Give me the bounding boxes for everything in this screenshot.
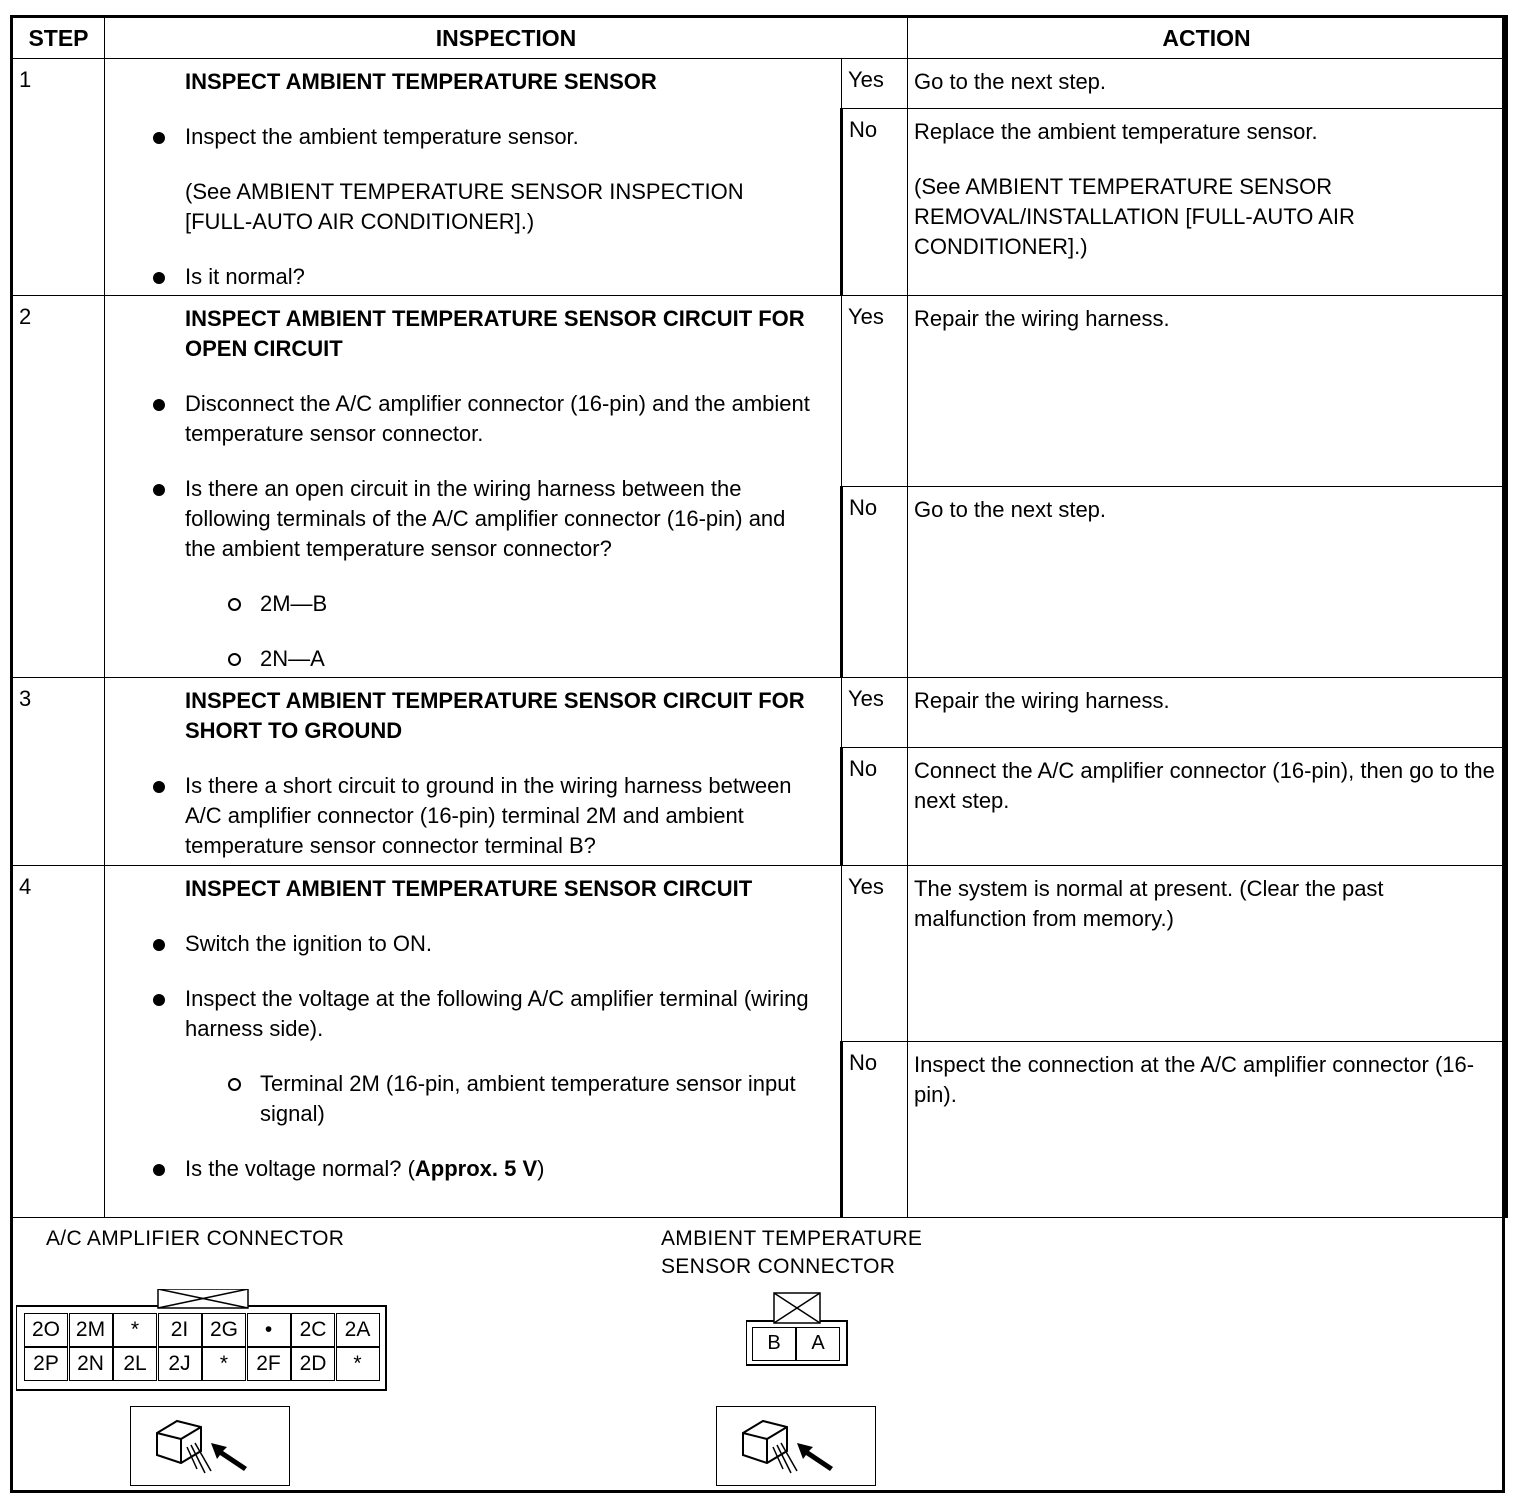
amp-pin: 2D	[291, 1347, 335, 1381]
step-1-yes-row	[12, 59, 1507, 109]
bullet-item: Is there an open circuit in the wiring harness between the following terminals of the A/C amplifier connector (16-pin) and the ambient temperature sensor connector?	[145, 474, 810, 564]
no-label: No	[842, 487, 908, 678]
bullet-item: Inspect the ambient temperature sensor. (See AMBIENT TEMPERATURE SENSOR INSPECTION [FULL-AUTO AIR CONDITIONER].)	[145, 122, 810, 237]
no-action: Connect the A/C amplifier connector (16-pin), then go to the next step.	[908, 748, 1507, 866]
amp-pin: 2P	[24, 1347, 68, 1381]
no-label: No	[842, 748, 908, 866]
step-inspection	[105, 678, 842, 866]
step-3-yes-row	[12, 678, 1507, 748]
yes-label: Yes	[842, 678, 908, 748]
amp-pin: 2L	[113, 1347, 157, 1381]
sensor-connector-diagram	[746, 1291, 856, 1369]
circle-bullet-icon	[228, 598, 241, 611]
step-title: INSPECT AMBIENT TEMPERATURE SENSOR CIRCUIT FOR OPEN CIRCUIT	[185, 306, 805, 361]
step-number: 4	[12, 866, 105, 1218]
step-inspection	[105, 296, 842, 678]
sub-item: 2N—A	[220, 644, 810, 674]
harness-side-view-icon	[716, 1406, 876, 1486]
circle-bullet-icon	[228, 653, 241, 666]
circle-bullet-icon	[228, 1078, 241, 1091]
yes-label: Yes	[842, 59, 908, 109]
step-4-yes-row	[12, 866, 1507, 1042]
step-number: 1	[12, 59, 105, 296]
no-action: Go to the next step.	[908, 487, 1507, 678]
yes-action: Repair the wiring harness.	[908, 678, 1507, 748]
sub-item: 2M—B	[220, 589, 810, 619]
inspection-header: INSPECTION	[105, 17, 908, 59]
see-reference: (See AMBIENT TEMPERATURE SENSOR REMOVAL/INSTALLATION [FULL-AUTO AIR CONDITIONER].)	[914, 174, 1355, 259]
step-2-yes-row	[12, 296, 1507, 487]
amp-pin: 2J	[158, 1347, 202, 1381]
no-label: No	[842, 1042, 908, 1218]
connector-panel	[10, 1217, 1505, 1493]
step-title: INSPECT AMBIENT TEMPERATURE SENSOR	[185, 69, 657, 94]
no-action: Inspect the connection at the A/C amplifier connector (16-pin).	[908, 1042, 1507, 1218]
amp-pin: 2C	[291, 1313, 335, 1347]
action-header: ACTION	[908, 17, 1507, 59]
no-action: Replace the ambient temperature sensor. (See AMBIENT TEMPERATURE SENSOR REMOVAL/INSTALLATION [FULL-AUTO AIR CONDITIONER].)	[908, 109, 1507, 296]
sensor-connector-title: AMBIENT TEMPERATURE SENSOR CONNECTOR	[661, 1227, 923, 1278]
no-label: No	[842, 109, 908, 296]
bullet-item: Is the voltage normal? (Approx. 5 V)	[145, 1154, 810, 1184]
amp-pin: *	[336, 1347, 380, 1381]
see-reference: (See AMBIENT TEMPERATURE SENSOR INSPECTION [FULL-AUTO AIR CONDITIONER].)	[185, 179, 744, 234]
sensor-pin-a: A	[796, 1327, 840, 1361]
bullet-item: Is it normal?	[145, 262, 810, 292]
step-inspection	[105, 866, 842, 1218]
amp-connector-diagram	[16, 1289, 396, 1399]
amp-pin: •	[247, 1313, 291, 1347]
yes-action: Repair the wiring harness.	[908, 296, 1507, 487]
amp-pin: *	[113, 1313, 157, 1347]
sensor-pin-b: B	[752, 1327, 796, 1361]
step-title: INSPECT AMBIENT TEMPERATURE SENSOR CIRCUIT	[185, 876, 753, 901]
amp-pin: *	[202, 1347, 246, 1381]
yes-action: The system is normal at present. (Clear the past malfunction from memory.)	[908, 866, 1507, 1042]
sub-item: Terminal 2M (16-pin, ambient temperature sensor input signal)	[220, 1069, 810, 1129]
step-number: 3	[12, 678, 105, 866]
header-row	[12, 17, 1507, 59]
amp-pin: 2M	[69, 1313, 113, 1347]
amp-pin: 2A	[336, 1313, 380, 1347]
amp-pin: 2F	[247, 1347, 291, 1381]
yes-action: Go to the next step.	[908, 59, 1507, 109]
yes-label: Yes	[842, 296, 908, 487]
bullet-item: Disconnect the A/C amplifier connector (16-pin) and the ambient temperature sensor connector.	[145, 389, 810, 449]
amp-pin: 2O	[24, 1313, 68, 1347]
amp-pin: 2I	[158, 1313, 202, 1347]
amp-connector-title: A/C AMPLIFIER CONNECTOR	[46, 1227, 345, 1250]
bullet-item: Is there a short circuit to ground in the wiring harness between A/C amplifier connector (16-pin) terminal 2M and ambient temperature sensor connector terminal B?	[145, 771, 810, 861]
amp-pin: 2G	[202, 1313, 246, 1347]
harness-side-view-icon	[130, 1406, 290, 1486]
yes-label: Yes	[842, 866, 908, 1042]
bullet-item: Inspect the voltage at the following A/C amplifier terminal (wiring harness side).	[145, 984, 810, 1044]
amp-pin: 2N	[69, 1347, 113, 1381]
step-title: INSPECT AMBIENT TEMPERATURE SENSOR CIRCUIT FOR SHORT TO GROUND	[185, 688, 805, 743]
step-number: 2	[12, 296, 105, 678]
step-inspection	[105, 59, 842, 296]
troubleshooting-table	[10, 15, 1508, 1218]
bullet-item: Switch the ignition to ON.	[145, 929, 810, 959]
step-header: STEP	[12, 17, 105, 59]
